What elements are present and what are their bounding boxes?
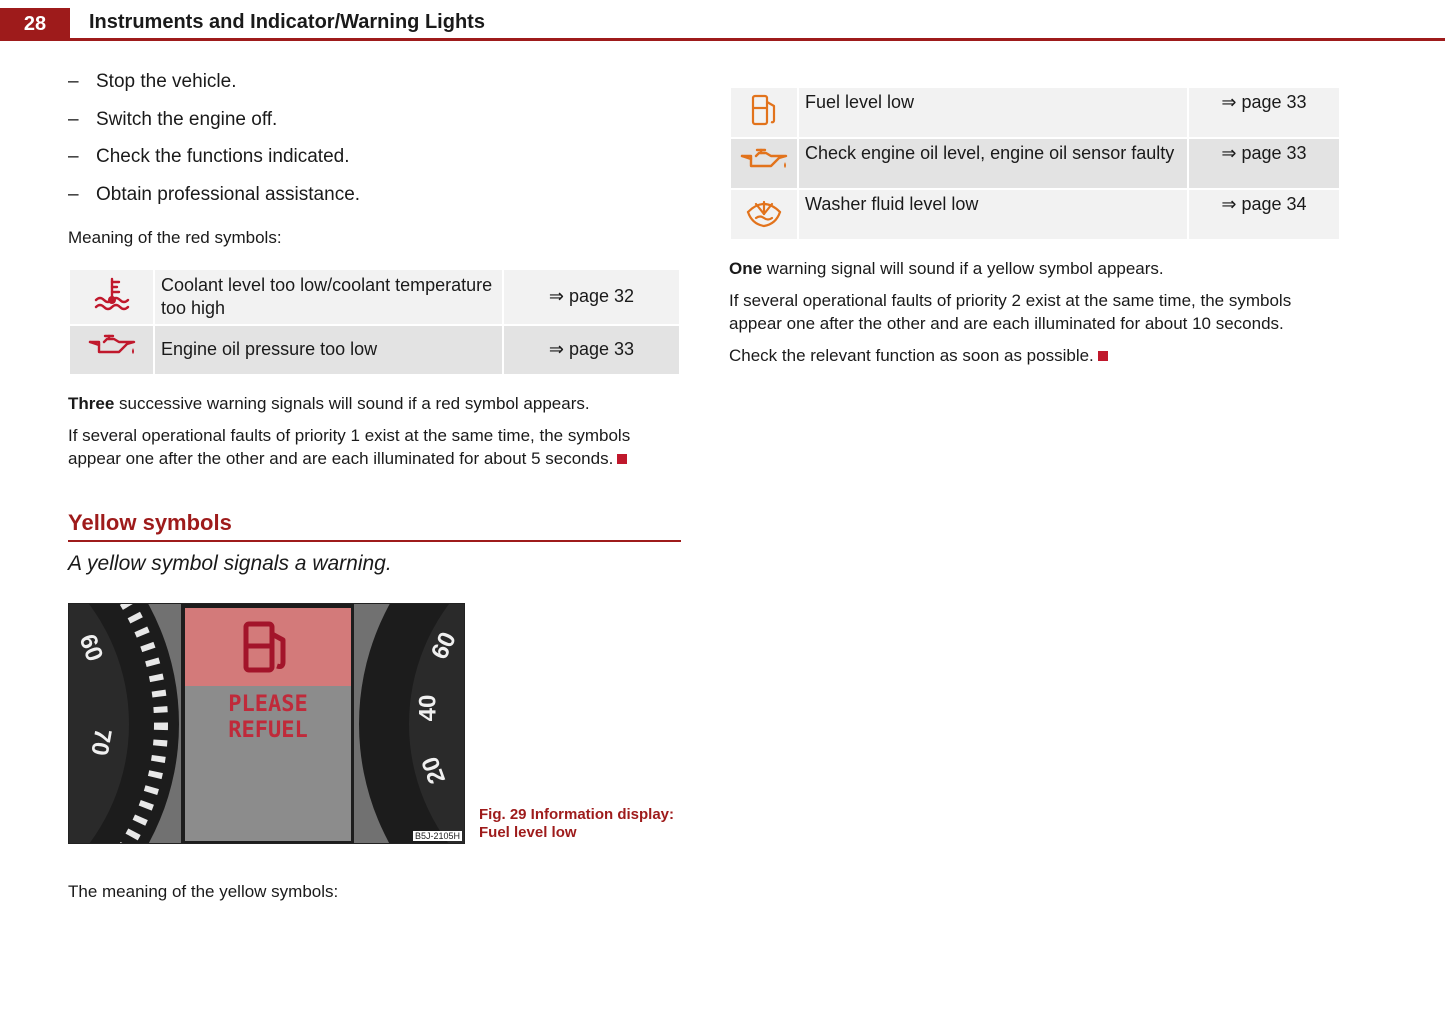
table-row [69, 325, 680, 375]
symbol-description: Fuel level low [798, 87, 1188, 138]
coolant-temperature-icon [69, 269, 154, 325]
red-symbols-intro: Meaning of the red symbols: [68, 227, 282, 247]
display-line: PLEASE [228, 692, 308, 717]
page-reference: ⇒ page 32 [503, 269, 680, 325]
symbol-description: Coolant level too low/coolant temperature too high [154, 269, 503, 325]
note-text: successive warning signals will sound if a red symbol appears. [114, 393, 590, 413]
dial-number: 60 [426, 627, 462, 664]
note-text: Check the relevant function as soon as possible. [729, 346, 1094, 365]
page-title: Instruments and Indicator/Warning Lights [89, 11, 485, 33]
section-title: Yellow symbols [68, 509, 232, 535]
note-text: If several operational faults of priority 1 exist at the same time, the symbols appear one after the other and are each illuminated for about 5 seconds. [68, 425, 631, 468]
washer-fluid-icon [730, 189, 798, 240]
yellow-section-header [68, 510, 681, 576]
oil-can-icon [730, 138, 798, 189]
caption-line: Fig. 29 Information display: [479, 806, 675, 823]
yellow-symbols-table [729, 86, 1341, 241]
yellow-symbols-intro: The meaning of the yellow symbols: [68, 882, 339, 901]
table-row [69, 269, 680, 325]
display-line: REFUEL [228, 718, 308, 743]
action-steps [68, 70, 681, 207]
info-display-text [185, 692, 351, 744]
table-row [730, 189, 1340, 240]
table-row [730, 138, 1340, 189]
figure-caption [479, 806, 674, 842]
step-text: Obtain professional assistance. [96, 183, 361, 205]
yellow-priority-note: If several operational faults of priority 2 exist at the same time, the symbols appear one after the other and are each illuminated for about 10 seconds. [729, 291, 1292, 333]
caption-line: Fuel level low [479, 824, 577, 841]
symbol-description: Washer fluid level low [798, 189, 1188, 240]
page-reference: ⇒ page 33 [1188, 87, 1340, 138]
red-warning-note [68, 392, 681, 415]
list-item: – Obtain professional assistance. [68, 183, 361, 205]
instrument-figure [68, 603, 465, 844]
yellow-warning-note [729, 257, 1341, 280]
dial-number: 40 [414, 694, 442, 722]
page-reference: ⇒ page 34 [1188, 189, 1340, 240]
dial-number: 20 [416, 753, 452, 788]
section-subtitle: A yellow symbol signals a warning. [68, 551, 392, 575]
step-text: Stop the vehicle. [96, 71, 237, 92]
end-marker-icon [1098, 351, 1108, 361]
figure-code: B5J-2105H [414, 831, 460, 841]
oil-can-icon [69, 325, 154, 375]
right-column [729, 86, 1341, 367]
step-text: Switch the engine off. [96, 108, 278, 130]
step-text: Check the functions indicated. [96, 146, 350, 167]
page-header [0, 0, 1445, 42]
list-item: – Switch the engine off. [68, 108, 278, 130]
red-symbols-table [68, 268, 681, 376]
note-text: warning signal will sound if a yellow symbol appears. [762, 259, 1164, 278]
section-divider [68, 540, 681, 542]
list-item: – Stop the vehicle. [68, 71, 237, 92]
page-number: 28 [0, 8, 70, 41]
symbol-description: Check engine oil level, engine oil sensor faulty [798, 138, 1188, 189]
fuel-pump-icon [730, 87, 798, 138]
dial-number: 60 [73, 630, 109, 665]
check-function-note [729, 344, 1341, 367]
emphasis-count: Three [68, 393, 115, 413]
end-marker-icon [617, 454, 627, 464]
symbol-description: Engine oil pressure too low [154, 325, 503, 375]
left-column [68, 70, 681, 576]
emphasis-count: One [729, 259, 763, 278]
red-priority-note [68, 424, 681, 470]
table-row [730, 87, 1340, 138]
page-reference: ⇒ page 33 [1188, 138, 1340, 189]
header-divider [70, 38, 1445, 41]
list-item: – Check the functions indicated. [68, 146, 350, 167]
page-reference: ⇒ page 33 [503, 325, 680, 375]
dial-number: 70 [85, 726, 117, 758]
